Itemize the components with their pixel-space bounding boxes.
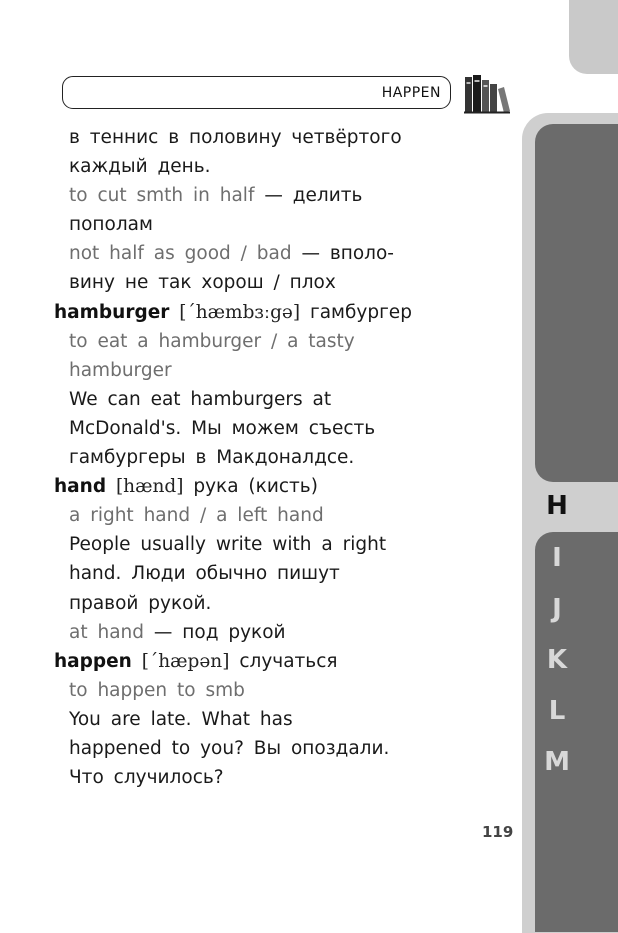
text-line: гамбургеры в Макдоналдсе. — [69, 447, 355, 469]
example-phrase: at hand — [69, 621, 145, 643]
index-letter-l[interactable]: L — [548, 696, 566, 726]
example-translation: — вполо- — [291, 243, 394, 265]
dictionary-entry-line — [54, 298, 414, 327]
example-line — [54, 618, 414, 647]
index-letter-m[interactable]: M — [544, 747, 570, 777]
side-index-top-block — [535, 124, 618, 482]
example-line — [54, 327, 414, 356]
books-icon — [463, 74, 511, 114]
headword: hand — [54, 476, 107, 498]
gloss: рука (кисть) — [183, 476, 318, 498]
text-line: hand. Люди обычно пишут — [69, 563, 340, 585]
example-translation: — делить — [254, 185, 363, 207]
example-line — [54, 676, 414, 705]
text-line: Что случилось? — [69, 767, 224, 789]
running-head-box — [62, 76, 451, 109]
text-line: You are late. What has — [69, 708, 293, 730]
example-phrase: not half as good / bad — [69, 243, 292, 265]
text-line: We can eat hamburgers at — [69, 388, 332, 410]
example-line — [54, 239, 414, 268]
transcription: [ˊhæmbɜːgə] — [169, 301, 301, 323]
page-number: 119 — [482, 823, 514, 841]
example-line — [54, 501, 414, 530]
gloss: случаться — [229, 650, 338, 672]
running-head: HAPPEN — [381, 85, 441, 101]
dictionary-entry-line — [54, 647, 414, 676]
headword: hamburger — [54, 301, 170, 323]
example-phrase: to happen to smb — [69, 679, 245, 701]
example-phrase: to cut smth in half — [69, 185, 255, 207]
index-letter-i[interactable]: I — [552, 543, 562, 573]
index-letter-h[interactable]: H — [546, 491, 568, 521]
text-line: в теннис в половину четвёртого — [69, 127, 402, 148]
example-translation: — под рукой — [144, 621, 286, 643]
transcription: [ˊhæpən] — [131, 650, 230, 672]
example-line — [54, 356, 414, 385]
transcription: [hænd] — [106, 476, 184, 498]
example-phrase: hamburger — [69, 359, 172, 381]
text-line: happened to you? Вы опоздали. — [69, 737, 390, 759]
text-line: McDonald's. Мы можем съесть — [69, 417, 376, 439]
side-index-bottom-block — [535, 532, 618, 932]
example-phrase: a right hand / a left hand — [69, 505, 324, 527]
example-line — [54, 181, 414, 210]
index-letter-k[interactable]: K — [546, 645, 568, 675]
dictionary-text — [54, 123, 414, 792]
text-line: People usually write with a right — [69, 534, 387, 556]
gloss: гамбургер — [300, 301, 412, 323]
text-line: вину не так хорош / плох — [69, 272, 336, 294]
text-line: каждый день. — [69, 156, 211, 178]
example-phrase: to eat a hamburger / a tasty — [69, 330, 355, 352]
headword: happen — [54, 650, 132, 672]
index-letter-j[interactable]: J — [552, 594, 562, 624]
corner-tab — [569, 0, 618, 74]
text-line: пополам — [69, 214, 153, 236]
dictionary-entry-line — [54, 472, 414, 501]
text-line: правой рукой. — [69, 592, 212, 614]
